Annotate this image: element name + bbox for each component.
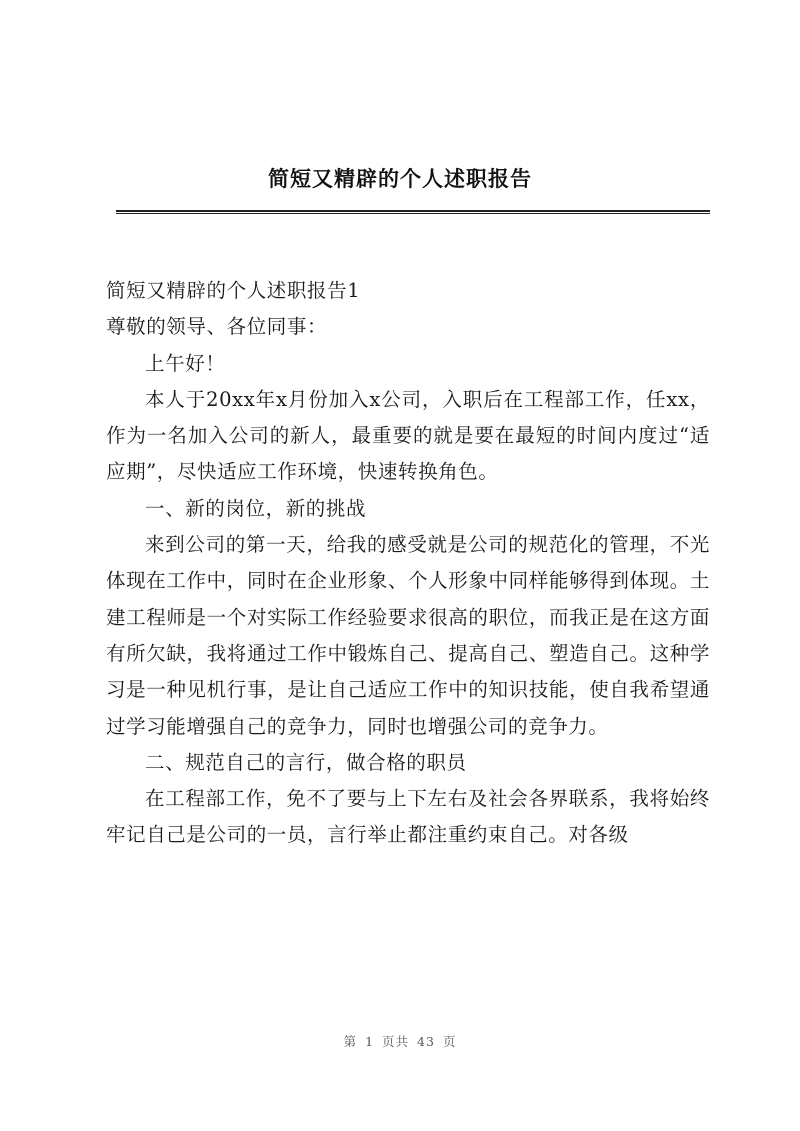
- subheading: 一、新的岗位，新的挑战: [145, 496, 367, 520]
- page-footer: [0, 1032, 800, 1050]
- salutation: 尊敬的领导、各位同事：: [106, 315, 328, 339]
- subheading: 二、规范自己的言行，做合格的职员: [145, 750, 467, 774]
- footer-current-page: 1: [365, 1034, 375, 1049]
- footer-label-page: 第: [343, 1034, 358, 1049]
- section-heading: 简短又精辟的个人述职报告1: [106, 279, 361, 302]
- document-body: [106, 273, 710, 854]
- body-paragraph: 本人于20xx年x月份加入x公司，入职后在工程部工作，任xx，作为一名加入公司的新人，最重要的就是要在最短的时间内度过“适应期”，尽快适应工作环境，快速转换角色。: [106, 387, 710, 484]
- footer-label-total: 页共: [382, 1034, 410, 1049]
- body-paragraph: 在工程部工作，免不了要与上下左右及社会各界联系，我将始终牢记自己是公司的一员，言行举止都注重约束自己。对各级: [106, 787, 710, 847]
- page-title: 简短又精辟的个人述职报告: [268, 166, 532, 191]
- footer-label-end: 页: [442, 1034, 457, 1049]
- body-paragraph: 来到公司的第一天，给我的感受就是公司的规范化的管理，不光体现在工作中，同时在企业形象、个人形象中同样能够得到体现。土建工程师是一个对实际工作经验要求很高的职位，而我正是在这方面有所欠缺，我将通过工作中锻炼自己、提高自己、塑造自己。这种学习是一种见机行事，是让自己适应工作中的知识技能，使自我希望通过学习能增强自己的竞争力，同时也增强公司的竞争力。: [106, 533, 710, 738]
- header-divider: [116, 210, 710, 214]
- footer-total-pages: 43: [417, 1034, 435, 1049]
- greeting: 上午好！: [145, 351, 226, 375]
